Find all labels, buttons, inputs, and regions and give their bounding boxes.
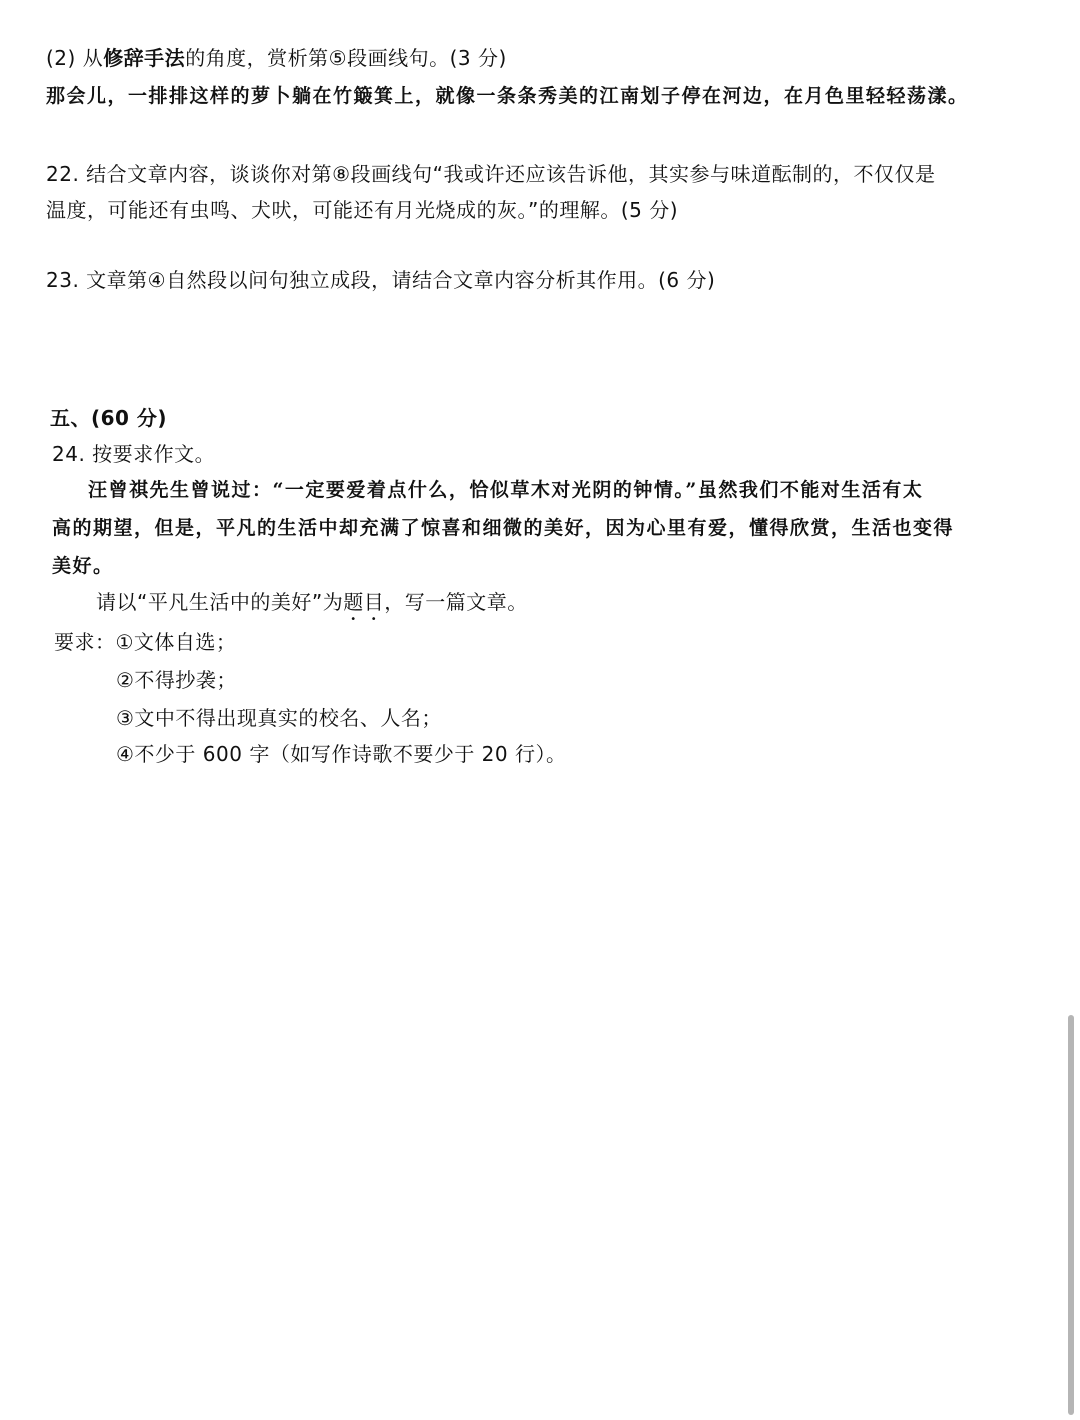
requirement-item: ③文中不得出现真实的校名、人名； <box>116 706 442 730</box>
question-21-2-quote: 那会儿，一排排这样的萝卜躺在竹簸箕上，就像一条条秀美的江南划子停在河边，在月色里轻轻荡漾。 <box>46 85 969 107</box>
question-21-2-rest: 的角度，赏析第⑤段画线句。(3 分) <box>185 46 507 70</box>
essay-instruction-title-word: 题目 <box>343 590 385 614</box>
requirements-label: 要求： <box>54 630 116 654</box>
vertical-scrollbar[interactable] <box>1068 1015 1074 1415</box>
question-22-line-2: 温度，可能还有虫鸣、犬吠，可能还有月光烧成的灰。”的理解。(5 分) <box>46 198 679 222</box>
question-21-2-number: (2) 从 <box>46 46 104 70</box>
question-23: 23. 文章第④自然段以问句独立成段，请结合文章内容分析其作用。(6 分) <box>46 268 716 292</box>
question-21-2 <box>46 44 507 72</box>
essay-instruction-post: ，写一篇文章。 <box>384 590 528 614</box>
requirement-item: ④不少于 600 字（如写作诗歌不要少于 20 行）。 <box>116 742 567 766</box>
requirement-item: ②不得抄袭； <box>116 668 237 692</box>
requirements-row-1 <box>54 628 236 656</box>
essay-prompt-line-2: 高的期望，但是，平凡的生活中却充满了惊喜和细微的美好，因为心里有爱，懂得欣赏，生活也变得 <box>52 517 955 539</box>
question-24-title: 24. 按要求作文。 <box>52 442 216 466</box>
requirement-item: ①文体自选； <box>115 630 237 654</box>
essay-prompt-line-1: 汪曾祺先生曾说过：“一定要爱着点什么，恰似草木对光阴的钟情。”虽然我们不能对生活有太 <box>88 479 924 501</box>
essay-instruction-pre: 请以“平凡生活中的美好”为 <box>96 590 344 614</box>
section-5-heading: 五、(60 分) <box>50 406 168 430</box>
essay-prompt-line-3: 美好。 <box>52 555 114 577</box>
question-22-line-1: 22. 结合文章内容，谈谈你对第⑧段画线句“我或许还应该告诉他，其实参与味道酝制的，不仅仅是 <box>46 162 936 186</box>
question-21-2-emphasis: 修辞手法 <box>103 46 186 70</box>
essay-instruction <box>96 588 528 625</box>
